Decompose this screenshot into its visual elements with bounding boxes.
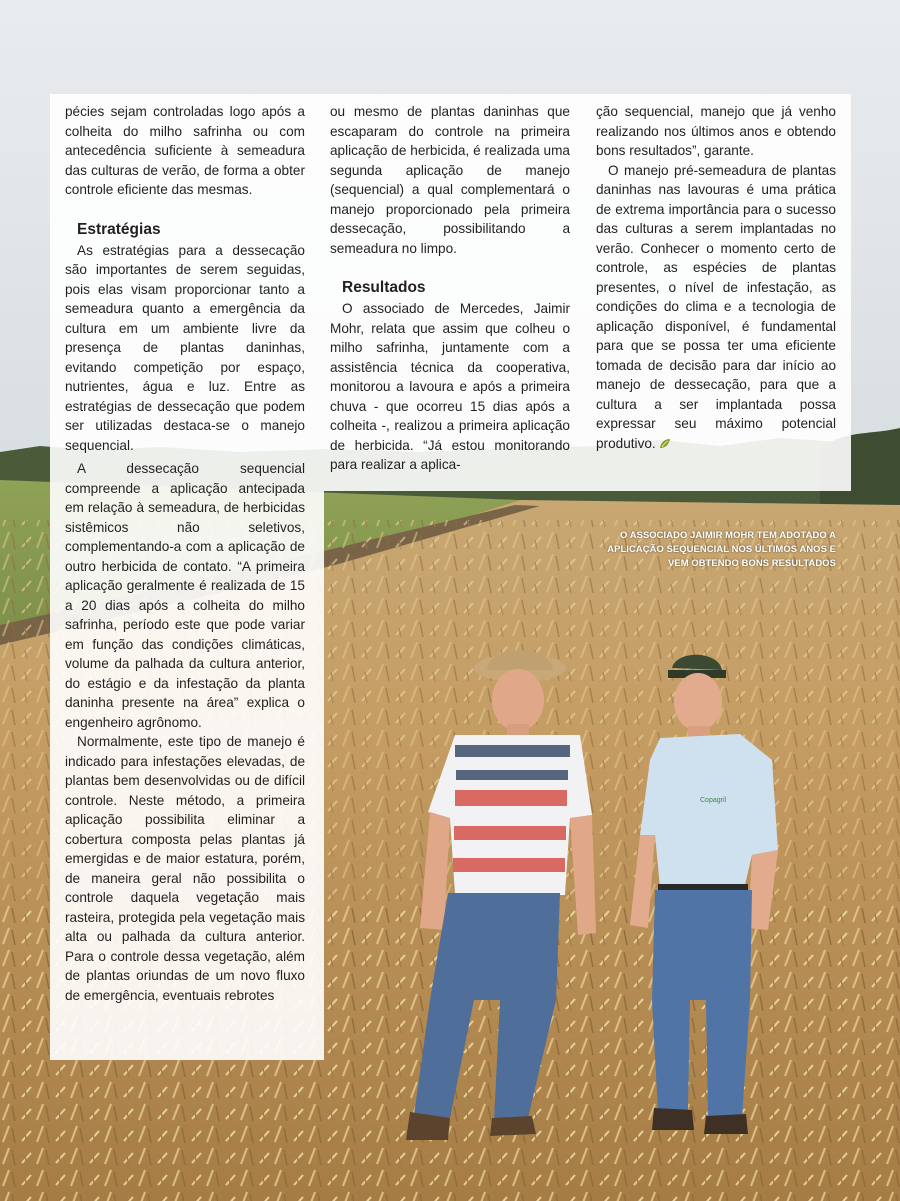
end-leaf-icon (659, 438, 671, 449)
paragraph-intro: pécies sejam controladas logo após a colheita do milho safrinha ou com antecedência suficiente à semeadura das culturas de verão, de forma a obter controle eficiente das mesmas. (65, 104, 305, 197)
heading-results: Resultados (342, 279, 426, 296)
photo-caption: O ASSOCIADO JAIMIR MOHR TEM ADOTADO A APLICAÇÃO SEQUENCIAL NOS ÚLTIMOS ANOS E VEM OBTENDO BONS RESULTADOS (607, 529, 836, 568)
heading-strategies: Estratégias (77, 220, 161, 238)
column-3 (596, 102, 836, 453)
paragraph-normally: Normalmente, este tipo de manejo é indicado para infestações elevadas, de plantas bem desenvolvidas ou de difícil controle. Neste método, a primeira aplicação possibilita eliminar a cobertura composta pelas plantas já emergidas e de maior estatura, porém, de maneira geral não possibilita o controle daquela vegetação mais rasteira, protegida pela vegetação mais alta ou palhada da cultura anterior. Para o controle dessa vegetação, além de plantas oriundas de um novo fluxo de emergência, eventuais rebrotes (65, 734, 305, 1003)
paragraph-strategies: As estratégias para a dessecação são importantes de serem seguidas, pois elas visam proporcionar tanto a semeadura quanto a emergência da cultura em um ambiente livre da presença de plantas daninhas, evitando competição por espaço, nutrientes, água e luz. Entre as estratégias de dessecação que podem ser utilizadas destaca-se o manejo sequencial. (65, 242, 305, 453)
paragraph-continued-3: ção sequencial, manejo que já venho realizando nos últimos anos e obtendo bons resultados”, garante. (596, 104, 836, 158)
column-1 (65, 102, 305, 1005)
paragraph-results: O associado de Mercedes, Jaimir Mohr, relata que assim que colheu o milho safrinha, juntamente com a assistência técnica da cooperativa, monitorou a lavoura e após a primeira chuva - que ocorreu 15 dias após a colheita -, realizou a primeira aplicação de herbicida. “Já estou monitorando para realizar a aplica- (330, 301, 570, 472)
column-2 (330, 102, 570, 475)
paragraph-final: O manejo pré-semeadura de plantas daninhas nas lavouras é uma prática de extrema importância para o sucesso das culturas a serem implantadas no verão. Conhecer o momento certo de controle, as espécies de plantas presentes, o nível de infestação, as condições do clima e a tecnologia de aplicação disponível, é fundamental para que se possa ter uma eficiente tomada de decisão para dar início ao manejo de dessecação, para que a cultura a ser implantada possa expressar seu máximo potencial produtivo. (596, 162, 836, 451)
paragraph-sequential: A dessecação sequencial compreende a aplicação antecipada em relação à semeadura, de herbicidas sistêmicos não seletivos, complementando-a com a aplicação de outro herbicida de contato. “A primeira aplicação geralmente é realizada de 15 a 20 dias após a colheita do milho safrinha, período este que pode variar em função das condições climáticas, volume da palhada da cultura anterior, do estágio e da infestação da planta daninha presente na área” explica o engenheiro agrônomo. (65, 461, 305, 730)
shirt-logo: Copagril (700, 797, 727, 804)
paragraph-continued: ou mesmo de plantas daninhas que escaparam do controle na primeira aplicação de herbicida, é realizada uma segunda aplicação de manejo (sequencial) a qual complementará o manejo proporcionado pela primeira dessecação, possibilitando a semeadura no limpo. (330, 104, 570, 256)
